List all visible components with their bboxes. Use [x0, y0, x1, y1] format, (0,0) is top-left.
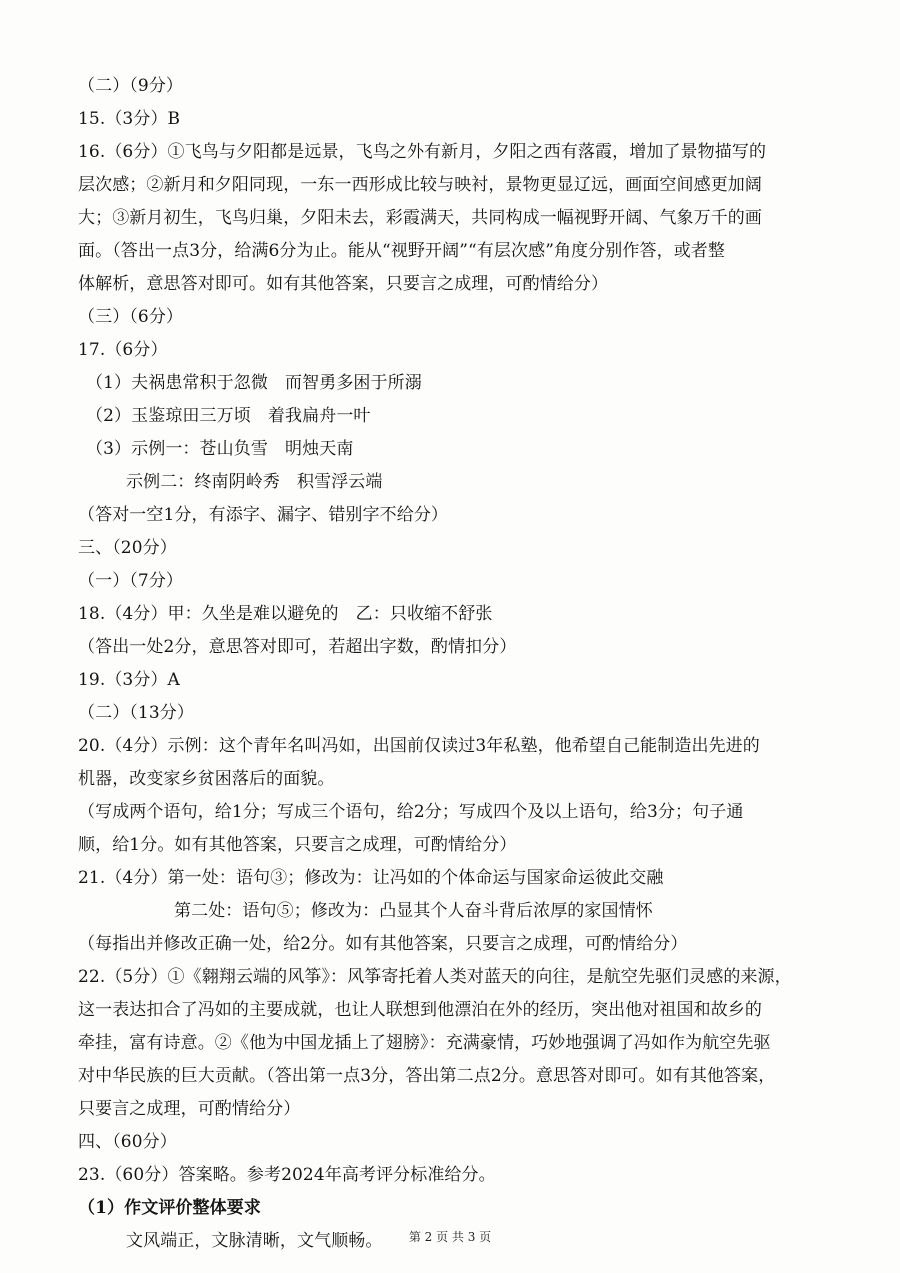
answer-23: 23.（60分）答案略。参考2024年高考评分标准给分。	[78, 1165, 496, 1185]
answer-21-line-2: 第二处：语句⑤；修改为：凸显其个人奋斗背后浓厚的家国情怀	[174, 901, 653, 921]
answer-17-part-3: （3）示例一：苍山负雪 明烛天南	[86, 439, 354, 459]
answer-22-line-2: 这一表达扣合了冯如的主要成就，也让人联想到他漂泊在外的经历，突出他对祖国和故乡的	[78, 1000, 762, 1020]
section-heading: （一）（7分）	[78, 571, 184, 591]
answer-17-scoring: （答对一空1分，有添字、漏字、错别字不给分）	[78, 505, 449, 525]
answer-22-line-1: 22.（5分）①《翱翔云端的风筝》：风筝寄托着人类对蓝天的向往，是航空先驱们灵感的来源，	[78, 967, 792, 987]
answer-22-line-3: 牵挂，富有诗意。②《他为中国龙插上了翅膀》：充满豪情，巧妙地强调了冯如作为航空先驱	[78, 1033, 771, 1053]
answer-18: 18.（4分）甲：久坐是难以避免的 乙：只收缩不舒张	[78, 604, 493, 624]
answer-16-line-3: 大；③新月初生，飞鸟归巢，夕阳未去，彩霞满天，共同构成一幅视野开阔、气象万千的画	[78, 208, 762, 228]
answer-17-part-2: （2）玉鉴琼田三万顷 着我扁舟一叶	[86, 406, 371, 426]
essay-requirements-text: 文风端正，文脉清晰，文气顺畅。	[126, 1231, 383, 1251]
answer-15: 15.（3分）B	[78, 109, 181, 129]
page-body	[78, 70, 828, 1258]
answer-17-part-1: （1）夫祸患常积于忽微 而智勇多困于所溺	[86, 373, 422, 393]
answer-16-line-2: 层次感；②新月和夕阳同现，一东一西形成比较与映衬，景物更显辽远，画面空间感更加阔	[78, 175, 762, 195]
page-number-footer: 第 2 页 共 3 页	[408, 1230, 492, 1244]
answer-20-scoring-1: （写成两个语句，给1分；写成三个语句，给2分；写成四个及以上语句，给3分；句子通	[78, 802, 744, 822]
answer-20-line-2: 机器，改变家乡贫困落后的面貌。	[78, 769, 335, 789]
answer-22-line-5: 只要言之成理，可酌情给分）	[78, 1099, 301, 1119]
answer-21-scoring: （每指出并修改正确一处，给2分。如有其他答案，只要言之成理，可酌情给分）	[78, 934, 688, 954]
section-heading: 四、（60分）	[78, 1132, 177, 1152]
answer-16-line-4: 面。（答出一点3分，给满6分为止。能从“视野开阔”“有层次感”角度分别作答，或者整	[78, 241, 725, 261]
section-heading: 三、（20分）	[78, 538, 177, 558]
essay-requirements-heading: （1）作文评价整体要求	[78, 1198, 261, 1218]
answer-16-line-5: 体解析，意思答对即可。如有其他答案，只要言之成理，可酌情给分）	[78, 274, 609, 294]
section-heading: （二）（9分）	[78, 76, 184, 96]
answer-19: 19.（3分）A	[78, 670, 180, 690]
answer-20-scoring-2: 顺，给1分。如有其他答案，只要言之成理，可酌情给分）	[78, 835, 517, 855]
answer-18-scoring: （答出一处2分，意思答对即可，若超出字数，酌情扣分）	[78, 637, 517, 657]
section-heading: （三）（6分）	[78, 307, 184, 327]
answer-22-line-4: 对中华民族的巨大贡献。（答出第一点3分，答出第二点2分。意思答对即可。如有其他答案，	[78, 1066, 776, 1086]
section-heading: （二）（13分）	[78, 703, 194, 723]
answer-17: 17.（6分）	[78, 340, 168, 360]
answer-21-line-1: 21.（4分）第一处：语句③；修改为：让冯如的个体命运与国家命运彼此交融	[78, 868, 664, 888]
answer-16-line-1: 16.（6分）①飞鸟与夕阳都是远景，飞鸟之外有新月，夕阳之西有落霞，增加了景物描写的	[78, 142, 767, 162]
answer-20-line-1: 20.（4分）示例：这个青年名叫冯如，出国前仅读过3年私塾，他希望自己能制造出先进的	[78, 736, 760, 756]
answer-17-example-2: 示例二：终南阴岭秀 积雪浮云端	[126, 472, 383, 492]
